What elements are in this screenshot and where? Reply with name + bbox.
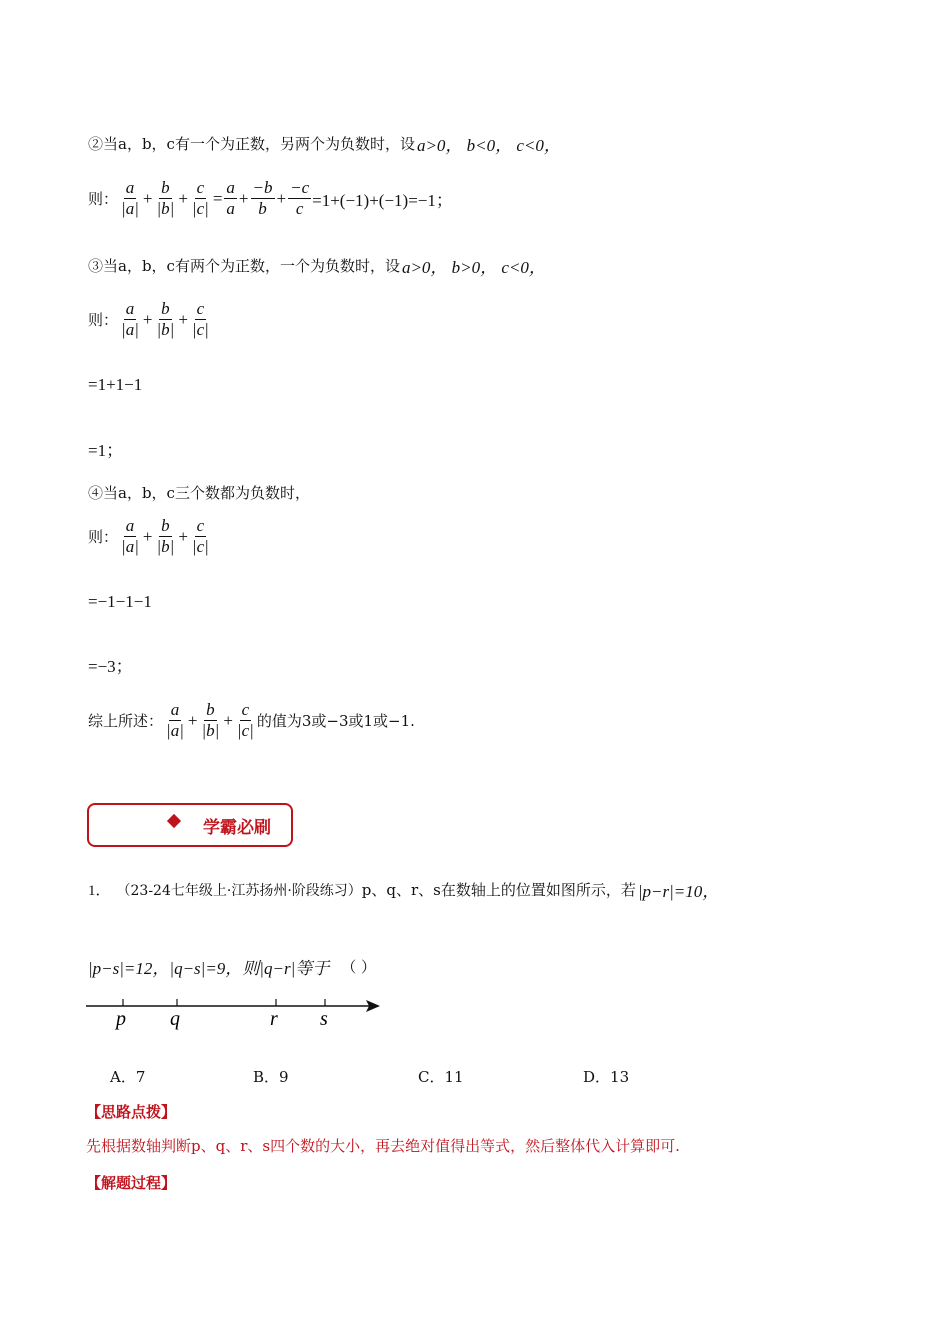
axis-label-q: q	[170, 1008, 180, 1030]
number-line	[86, 994, 386, 1034]
case3-equation: 则： $\frac{a}{|a|}$ + $\frac{b}{|b|}$ + $\frac{c}{|c|}$	[88, 299, 209, 339]
frac-a-a: $\frac{a}{a}$	[226, 178, 235, 218]
choice-d[interactable]: D．13	[583, 1068, 630, 1086]
frac-a-abs-a: $\frac{a}{|a|}$	[121, 178, 139, 218]
frac-c-abs-c: $\frac{c}{|c|}$	[236, 700, 254, 740]
case4-line2: =−3；	[88, 657, 133, 676]
frac-b-abs-b: $\frac{b}{|b|}$	[201, 700, 220, 740]
case3-condition: a>0， b>0， c<0，	[401, 258, 546, 277]
hint-title: 【思路点拨】	[86, 1103, 177, 1121]
summary-suffix: 的值为3或−3或1或−1.	[256, 712, 415, 730]
problem-source: （23-24七年级上·江苏扬州·阶段练习）	[116, 882, 362, 899]
diamond-icon	[167, 814, 181, 828]
frac-neg-c-c: $\frac{-c}{c}$	[290, 178, 310, 218]
summary: 综上所述： $\frac{a}{|a|}$ + $\frac{b}{|b|}$ + $\frac{c}{|c|}$ 的值为3或−3或1或−1.	[88, 700, 415, 740]
choice-c[interactable]: C．11	[418, 1068, 464, 1086]
case3-text: ③当a，b，c有两个为正数，一个为负数时，设	[88, 257, 400, 275]
frac-a-abs-a: $\frac{a}{|a|}$	[166, 700, 184, 740]
axis-label-r: r	[270, 1008, 278, 1030]
section-header	[87, 803, 293, 847]
problem-condition-2: |p−s|=12，|q−s|=9，则|q−r|等于	[88, 959, 330, 978]
case3-line1: =1+1−1	[88, 375, 143, 394]
case3-statement	[88, 253, 546, 278]
axis-label-s: s	[320, 1008, 328, 1030]
case4-prefix: 则：	[88, 528, 119, 546]
frac-c-abs-c: $\frac{c}{|c|}$	[191, 516, 209, 556]
frac-b-abs-b: $\frac{b}{|b|}$	[156, 178, 175, 218]
answer-blank: （ ）	[341, 958, 377, 976]
problem-number: 1．	[88, 883, 111, 899]
process-title: 【解题过程】	[86, 1174, 177, 1192]
case2-result: =1+(−1)+(−1)=−1；	[312, 191, 453, 210]
axis-label-p: p	[116, 1008, 126, 1030]
summary-prefix: 综上所述：	[88, 712, 164, 730]
frac-b-abs-b: $\frac{b}{|b|}$	[156, 299, 175, 339]
problem-statement	[88, 877, 719, 902]
case4-line1: =−1−1−1	[88, 592, 152, 611]
problem-conditions	[88, 954, 376, 979]
choice-a[interactable]: A．7	[110, 1068, 146, 1086]
case2-statement	[88, 131, 561, 156]
case2-equation: 则： $\frac{a}{|a|}$ + $\frac{b}{|b|}$ + $\frac{c}{|c|}$ = $\frac{a}{a}$ + $\frac{-b}{b}$ + $\frac{-c}{c}$ =1+(−1)+(−1)=−1；	[88, 178, 453, 218]
case3-prefix: 则：	[88, 311, 119, 329]
case2-condition: a>0， b<0， c<0，	[416, 136, 561, 155]
hint-text: 先根据数轴判断p、q、r、s四个数的大小，再去绝对值得出等式，然后整体代入计算即可.	[86, 1137, 680, 1155]
choice-b[interactable]: B．9	[253, 1068, 289, 1086]
problem-text: p、q、r、s在数轴上的位置如图所示，若	[361, 881, 636, 899]
frac-neg-b-b: $\frac{-b}{b}$	[252, 178, 273, 218]
case2-prefix: 则：	[88, 190, 119, 208]
frac-c-abs-c: $\frac{c}{|c|}$	[191, 299, 209, 339]
frac-a-abs-a: $\frac{a}{|a|}$	[121, 516, 139, 556]
problem-condition-1: |p−r|=10，	[637, 882, 720, 901]
case4-statement: ④当a，b，c三个数都为负数时，	[88, 484, 310, 502]
frac-c-abs-c: $\frac{c}{|c|}$	[191, 178, 209, 218]
frac-b-abs-b: $\frac{b}{|b|}$	[156, 516, 175, 556]
case4-equation: 则： $\frac{a}{|a|}$ + $\frac{b}{|b|}$ + $\frac{c}{|c|}$	[88, 516, 209, 556]
case2-text: ②当a，b，c有一个为正数，另两个为负数时，设	[88, 135, 415, 153]
section-title: 学霸必刷	[203, 818, 271, 838]
case3-line2: =1；	[88, 441, 124, 460]
frac-a-abs-a: $\frac{a}{|a|}$	[121, 299, 139, 339]
